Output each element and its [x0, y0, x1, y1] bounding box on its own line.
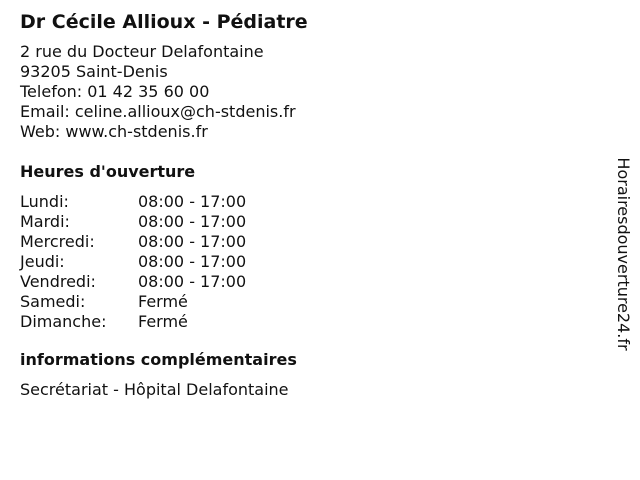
hours-day: Jeudi: [20, 252, 65, 271]
hours-time: 08:00 - 17:00 [138, 192, 247, 211]
phone-line: Telefon: 01 42 35 60 00 [20, 82, 210, 101]
hours-time: 08:00 - 17:00 [138, 272, 247, 291]
contact-block [20, 42, 600, 142]
hours-row-friday [20, 272, 600, 292]
hours-day: Dimanche: [20, 312, 107, 331]
street-address: 2 rue du Docteur Delafontaine [20, 42, 264, 61]
hours-day: Vendredi: [20, 272, 96, 291]
extra-info-heading: informations complémentaires [20, 350, 297, 369]
extra-info-text: Secrétariat - Hôpital Delafontaine [20, 380, 289, 399]
site-watermark: Horairesdouverture24.fr [614, 157, 633, 351]
hours-row-saturday [20, 292, 600, 312]
hours-day: Lundi: [20, 192, 69, 211]
page-title: Dr Cécile Allioux - Pédiatre [20, 11, 308, 33]
city-address: 93205 Saint-Denis [20, 62, 168, 81]
website-line: Web: www.ch-stdenis.fr [20, 122, 208, 141]
hours-time: 08:00 - 17:00 [138, 232, 247, 251]
hours-row-tuesday [20, 212, 600, 232]
hours-day: Mardi: [20, 212, 70, 231]
hours-time: Fermé [138, 312, 188, 331]
hours-row-thursday [20, 252, 600, 272]
email-line: Email: celine.allioux@ch-stdenis.fr [20, 102, 296, 121]
hours-table [20, 192, 600, 332]
hours-time: Fermé [138, 292, 188, 311]
hours-time: 08:00 - 17:00 [138, 212, 247, 231]
business-card [20, 8, 600, 400]
hours-time: 08:00 - 17:00 [138, 252, 247, 271]
hours-heading: Heures d'ouverture [20, 162, 196, 181]
hours-row-monday [20, 192, 600, 212]
hours-day: Samedi: [20, 292, 86, 311]
hours-row-sunday [20, 312, 600, 332]
hours-day: Mercredi: [20, 232, 95, 251]
hours-row-wednesday [20, 232, 600, 252]
